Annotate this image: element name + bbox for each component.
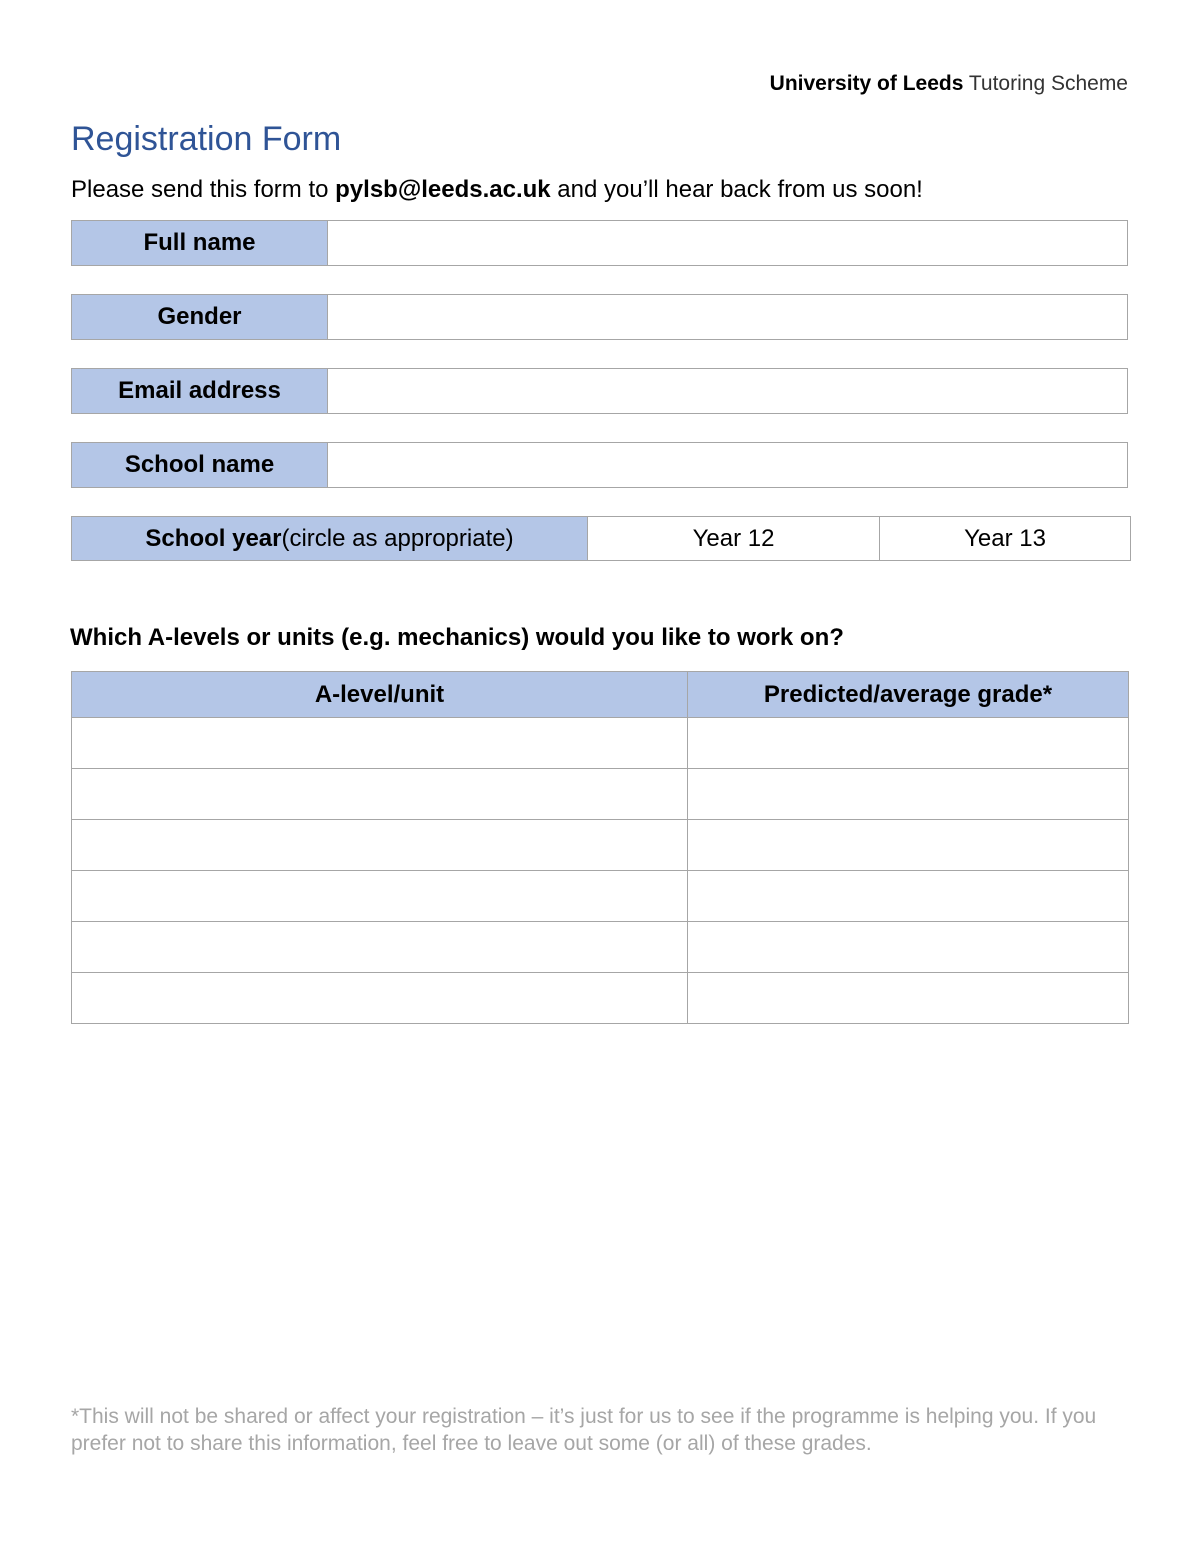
form-title: Registration Form [71,120,342,158]
gender-field[interactable] [328,295,1127,339]
alevel-unit-header: A-level/unit [72,672,688,718]
grade-cell[interactable] [688,718,1129,769]
predicted-grade-header: Predicted/average grade* [688,672,1129,718]
table-row [72,922,1129,973]
email-address-label: Email address [72,369,328,413]
school-name-field[interactable] [328,443,1127,487]
school-year-label-text: School year [145,524,282,552]
table-row [72,871,1129,922]
grade-cell[interactable] [688,922,1129,973]
scheme-name: Tutoring Scheme [968,72,1128,95]
grade-cell[interactable] [688,820,1129,871]
table-row [72,769,1129,820]
grade-cell[interactable] [688,769,1129,820]
intro-before: Please send this form to [71,176,336,203]
table-row [72,973,1129,1024]
grade-cell[interactable] [688,871,1129,922]
school-name-label: School name [72,443,328,487]
contact-email-link[interactable]: pylsb@leeds.ac.uk [335,176,551,203]
school-name-row [71,442,1128,488]
gender-row [71,294,1128,340]
alevel-unit-cell[interactable] [72,820,688,871]
table-row [72,718,1129,769]
alevel-unit-cell[interactable] [72,973,688,1024]
year-12-option[interactable]: Year 12 [588,517,880,560]
alevels-question: Which A-levels or units (e.g. mechanics) would you like to work on? [70,624,844,651]
email-address-row [71,368,1128,414]
school-year-hint: (circle as appropriate) [281,524,514,552]
school-year-row [71,516,1131,561]
full-name-label: Full name [72,221,328,265]
school-year-label [72,517,588,560]
alevels-table [71,671,1129,1024]
alevel-unit-cell[interactable] [72,922,688,973]
intro-text [71,176,923,204]
full-name-field[interactable] [328,221,1127,265]
alevel-unit-cell[interactable] [72,769,688,820]
full-name-row [71,220,1128,266]
grade-cell[interactable] [688,973,1129,1024]
gender-label: Gender [72,295,328,339]
year-13-option[interactable]: Year 13 [964,524,1046,552]
page-header [770,72,1128,96]
intro-after: and you’ll hear back from us soon! [550,176,923,203]
alevel-unit-cell[interactable] [72,718,688,769]
table-header-row [72,672,1129,718]
grades-footnote: *This will not be shared or affect your registration – it’s just for us to see if the programme is helping you. If you prefer not to share this information, feel free to leave out some (or all) of these grades. [71,1405,1097,1455]
table-row [72,820,1129,871]
organization-name: University of Leeds [769,72,964,95]
email-address-field[interactable] [328,369,1127,413]
alevel-unit-cell[interactable] [72,871,688,922]
